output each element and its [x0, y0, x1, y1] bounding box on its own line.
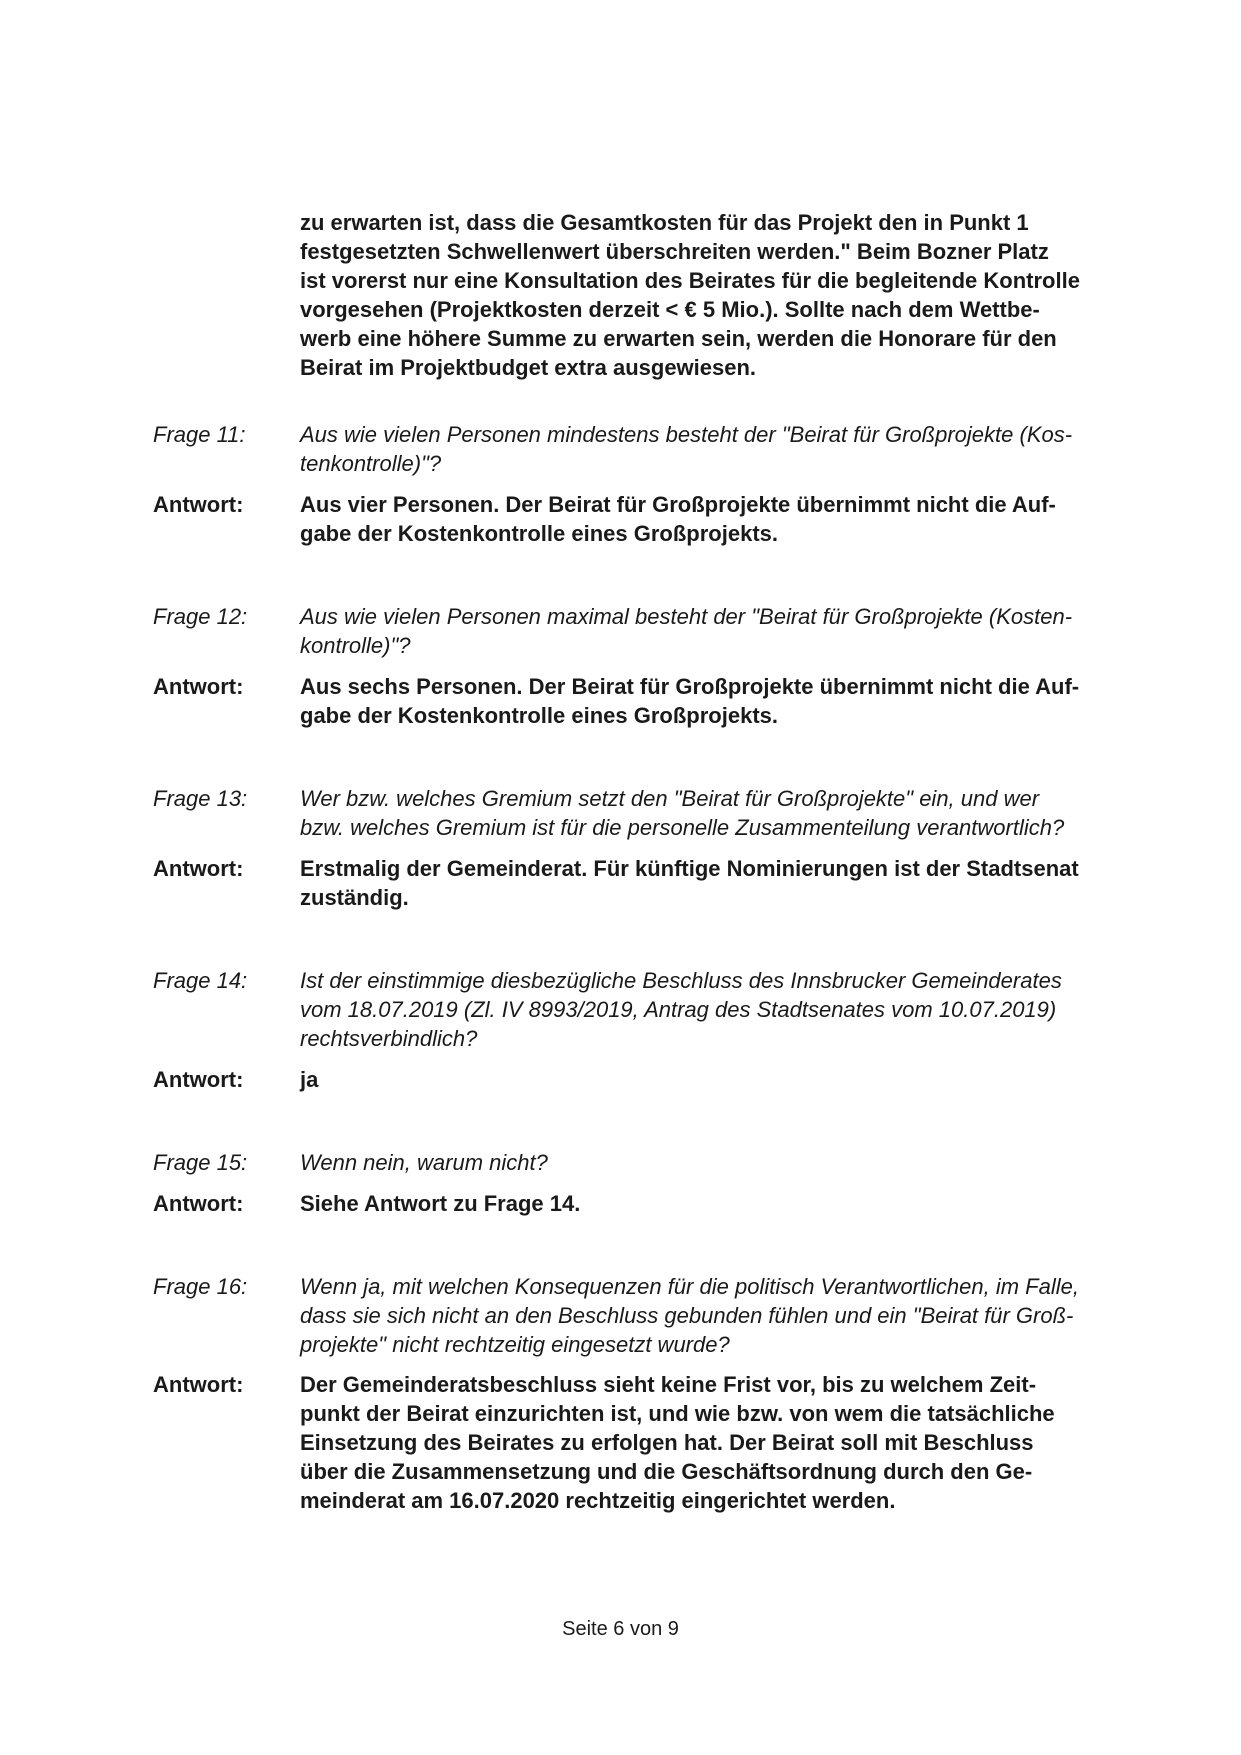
answer-label: Antwort: — [153, 492, 244, 517]
intro-line: Beirat im Projektbudget extra ausgewiesen. — [300, 355, 757, 380]
question-line: tenkontrolle)"? — [300, 451, 442, 476]
intro-line: festgesetzten Schwellenwert überschreiten werden." Beim Bozner Platz — [300, 239, 1049, 264]
question-label: Frage 15: — [153, 1150, 248, 1175]
intro-line: ist vorerst nur eine Konsultation des Beirates für die begleitende Kontrolle — [300, 268, 1080, 293]
question-label: Frage 13: — [153, 786, 248, 811]
question-line: kontrolle)"? — [300, 633, 411, 658]
question-label: Frage 16: — [153, 1274, 248, 1299]
answer-line: ja — [300, 1067, 319, 1092]
intro-line: zu erwarten ist, dass die Gesamtkosten für das Projekt den in Punkt 1 — [300, 210, 1029, 235]
question-line: rechtsverbindlich? — [300, 1026, 478, 1051]
intro-line: vorgesehen (Projektkosten derzeit < € 5 Mio.). Sollte nach dem Wettbe- — [300, 297, 1040, 322]
answer-line: Einsetzung des Beirates zu erfolgen hat. Der Beirat soll mit Beschluss — [300, 1430, 1034, 1455]
answer-line: gabe der Kostenkontrolle eines Großprojekts. — [300, 703, 778, 728]
page-number-footer: Seite 6 von 9 — [562, 1618, 679, 1640]
intro-line: werb eine höhere Summe zu erwarten sein, werden die Honorare für den — [300, 326, 1057, 351]
answer-line: über die Zusammensetzung und die Geschäftsordnung durch den Ge- — [300, 1459, 1033, 1484]
answer-label: Antwort: — [153, 674, 244, 699]
answer-line: gabe der Kostenkontrolle eines Großprojekts. — [300, 521, 778, 546]
question-line: Ist der einstimmige diesbezügliche Beschluss des Innsbrucker Gemeinderates — [300, 968, 1062, 993]
answer-label: Antwort: — [153, 1191, 244, 1216]
question-label: Frage 11: — [153, 422, 246, 447]
answer-line: Der Gemeinderatsbeschluss sieht keine Frist vor, bis zu welchem Zeit- — [300, 1372, 1037, 1397]
question-line: Wer bzw. welches Gremium setzt den "Beirat für Großprojekte" ein, und wer — [300, 786, 1040, 811]
answer-label: Antwort: — [153, 1067, 244, 1092]
question-line: Wenn ja, mit welchen Konsequenzen für die politisch Verantwortlichen, im Falle, — [300, 1274, 1079, 1299]
answer-label: Antwort: — [153, 1372, 244, 1397]
question-label: Frage 14: — [153, 968, 248, 993]
answer-line: meinderat am 16.07.2020 rechtzeitig eingerichtet werden. — [300, 1488, 896, 1513]
question-line: projekte" nicht rechtzeitig eingesetzt wurde? — [300, 1332, 730, 1357]
answer-line: Erstmalig der Gemeinderat. Für künftige Nominierungen ist der Stadtsenat — [300, 856, 1079, 881]
question-line: Aus wie vielen Personen mindestens besteht der "Beirat für Großprojekte (Kos- — [300, 422, 1073, 447]
answer-line: Siehe Antwort zu Frage 14. — [300, 1191, 581, 1216]
answer-label: Antwort: — [153, 856, 244, 881]
answer-line: Aus vier Personen. Der Beirat für Großprojekte übernimmt nicht die Auf- — [300, 492, 1056, 517]
question-line: bzw. welches Gremium ist für die personelle Zusammenteilung verantwortlich? — [300, 815, 1065, 840]
answer-line: punkt der Beirat einzurichten ist, und wie bzw. von wem die tatsächliche — [300, 1401, 1055, 1426]
question-line: vom 18.07.2019 (Zl. IV 8993/2019, Antrag des Stadtsenates vom 10.07.2019) — [300, 997, 1057, 1022]
answer-line: zuständig. — [300, 885, 409, 910]
question-line: Wenn nein, warum nicht? — [300, 1150, 548, 1175]
answer-line: Aus sechs Personen. Der Beirat für Großprojekte übernimmt nicht die Auf- — [300, 674, 1080, 699]
question-line: dass sie sich nicht an den Beschluss gebunden fühlen und ein "Beirat für Groß- — [300, 1303, 1074, 1328]
question-line: Aus wie vielen Personen maximal besteht der "Beirat für Großprojekte (Kosten- — [300, 604, 1073, 629]
question-label: Frage 12: — [153, 604, 248, 629]
